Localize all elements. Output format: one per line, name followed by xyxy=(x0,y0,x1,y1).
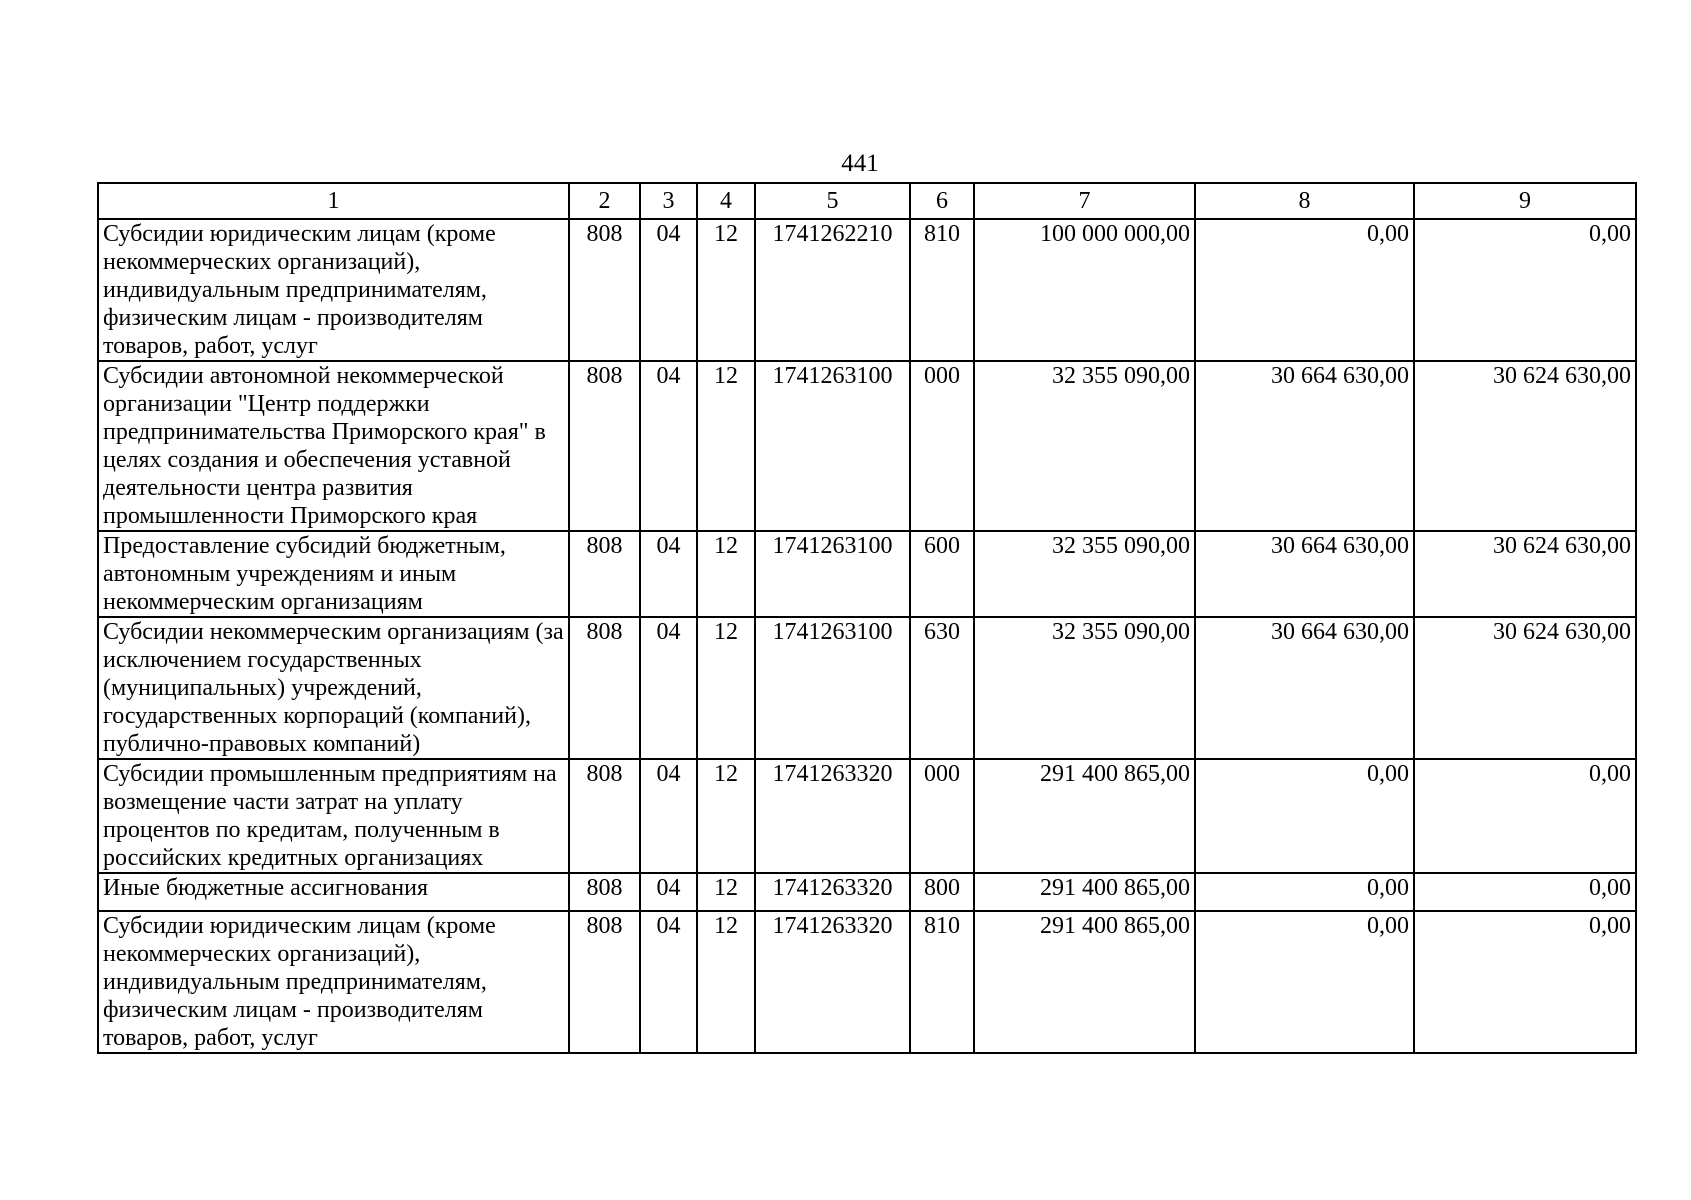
row-target-article: 1741263100 xyxy=(755,361,910,531)
row-name: Субсидии автономной некоммерческой организации "Центр поддержки предпринимательства Приморского края" в целях создания и обеспечения уставной деятельности центра развития промышленности Приморского края xyxy=(98,361,569,531)
row-amount-col-9: 30 624 630,00 xyxy=(1414,361,1636,531)
row-name: Субсидии промышленным предприятиям на возмещение части затрат на уплату процентов по кредитам, полученным в российских кредитных организациях xyxy=(98,759,569,873)
row-subsection-code: 12 xyxy=(697,759,755,873)
row-expense-type: 810 xyxy=(910,219,974,361)
row-ministry-code: 808 xyxy=(569,617,640,759)
row-ministry-code: 808 xyxy=(569,219,640,361)
table-row xyxy=(98,361,1636,531)
header-col-7: 7 xyxy=(974,183,1195,219)
row-section-code: 04 xyxy=(640,911,697,1053)
row-section-code: 04 xyxy=(640,361,697,531)
header-col-3: 3 xyxy=(640,183,697,219)
row-amount-col-9: 30 624 630,00 xyxy=(1414,617,1636,759)
row-name: Субсидии некоммерческим организациям (за исключением государственных (муниципальных) учреждений, государственных корпораций (компаний), публично-правовых компаний) xyxy=(98,617,569,759)
row-ministry-code: 808 xyxy=(569,873,640,911)
row-target-article: 1741263100 xyxy=(755,617,910,759)
row-expense-type: 600 xyxy=(910,531,974,617)
row-expense-type: 630 xyxy=(910,617,974,759)
row-amount-col-7: 32 355 090,00 xyxy=(974,531,1195,617)
table-header xyxy=(98,183,1636,219)
header-col-6: 6 xyxy=(910,183,974,219)
table-row xyxy=(98,219,1636,361)
row-expense-type: 000 xyxy=(910,759,974,873)
table-body xyxy=(98,219,1636,1053)
row-amount-col-7: 291 400 865,00 xyxy=(974,911,1195,1053)
row-subsection-code: 12 xyxy=(697,911,755,1053)
row-ministry-code: 808 xyxy=(569,361,640,531)
row-amount-col-8: 30 664 630,00 xyxy=(1195,361,1414,531)
row-section-code: 04 xyxy=(640,759,697,873)
row-amount-col-9: 0,00 xyxy=(1414,219,1636,361)
row-amount-col-9: 0,00 xyxy=(1414,873,1636,911)
header-col-2: 2 xyxy=(569,183,640,219)
table-row xyxy=(98,911,1636,1053)
row-amount-col-8: 0,00 xyxy=(1195,911,1414,1053)
budget-table xyxy=(97,182,1637,1054)
row-amount-col-7: 291 400 865,00 xyxy=(974,759,1195,873)
row-expense-type: 810 xyxy=(910,911,974,1053)
row-ministry-code: 808 xyxy=(569,531,640,617)
row-target-article: 1741263320 xyxy=(755,873,910,911)
row-expense-type: 800 xyxy=(910,873,974,911)
header-col-4: 4 xyxy=(697,183,755,219)
row-amount-col-7: 32 355 090,00 xyxy=(974,361,1195,531)
row-amount-col-7: 291 400 865,00 xyxy=(974,873,1195,911)
row-subsection-code: 12 xyxy=(697,219,755,361)
table-row xyxy=(98,759,1636,873)
row-ministry-code: 808 xyxy=(569,759,640,873)
row-amount-col-8: 0,00 xyxy=(1195,873,1414,911)
row-amount-col-8: 30 664 630,00 xyxy=(1195,617,1414,759)
header-col-1: 1 xyxy=(98,183,569,219)
row-name: Субсидии юридическим лицам (кроме некоммерческих организаций), индивидуальным предпринимателям, физическим лицам - производителям товаров, работ, услуг xyxy=(98,219,569,361)
header-col-9: 9 xyxy=(1414,183,1636,219)
row-subsection-code: 12 xyxy=(697,873,755,911)
row-subsection-code: 12 xyxy=(697,531,755,617)
table-row xyxy=(98,531,1636,617)
row-subsection-code: 12 xyxy=(697,617,755,759)
header-col-5: 5 xyxy=(755,183,910,219)
row-name: Иные бюджетные ассигнования xyxy=(98,873,569,911)
row-amount-col-9: 0,00 xyxy=(1414,911,1636,1053)
row-name: Субсидии юридическим лицам (кроме некоммерческих организаций), индивидуальным предпринимателям, физическим лицам - производителям товаров, работ, услуг xyxy=(98,911,569,1053)
header-col-8: 8 xyxy=(1195,183,1414,219)
table-row xyxy=(98,617,1636,759)
header-row xyxy=(98,183,1636,219)
row-section-code: 04 xyxy=(640,617,697,759)
row-target-article: 1741263320 xyxy=(755,759,910,873)
row-ministry-code: 808 xyxy=(569,911,640,1053)
table-row xyxy=(98,873,1636,911)
row-amount-col-8: 30 664 630,00 xyxy=(1195,531,1414,617)
row-amount-col-9: 0,00 xyxy=(1414,759,1636,873)
row-amount-col-9: 30 624 630,00 xyxy=(1414,531,1636,617)
row-amount-col-7: 32 355 090,00 xyxy=(974,617,1195,759)
row-target-article: 1741263100 xyxy=(755,531,910,617)
row-subsection-code: 12 xyxy=(697,361,755,531)
row-target-article: 1741262210 xyxy=(755,219,910,361)
row-amount-col-7: 100 000 000,00 xyxy=(974,219,1195,361)
row-target-article: 1741263320 xyxy=(755,911,910,1053)
row-amount-col-8: 0,00 xyxy=(1195,759,1414,873)
row-expense-type: 000 xyxy=(910,361,974,531)
row-section-code: 04 xyxy=(640,219,697,361)
page-number: 441 xyxy=(841,150,879,177)
row-section-code: 04 xyxy=(640,873,697,911)
row-amount-col-8: 0,00 xyxy=(1195,219,1414,361)
row-section-code: 04 xyxy=(640,531,697,617)
row-name: Предоставление субсидий бюджетным, автономным учреждениям и иным некоммерческим организациям xyxy=(98,531,569,617)
